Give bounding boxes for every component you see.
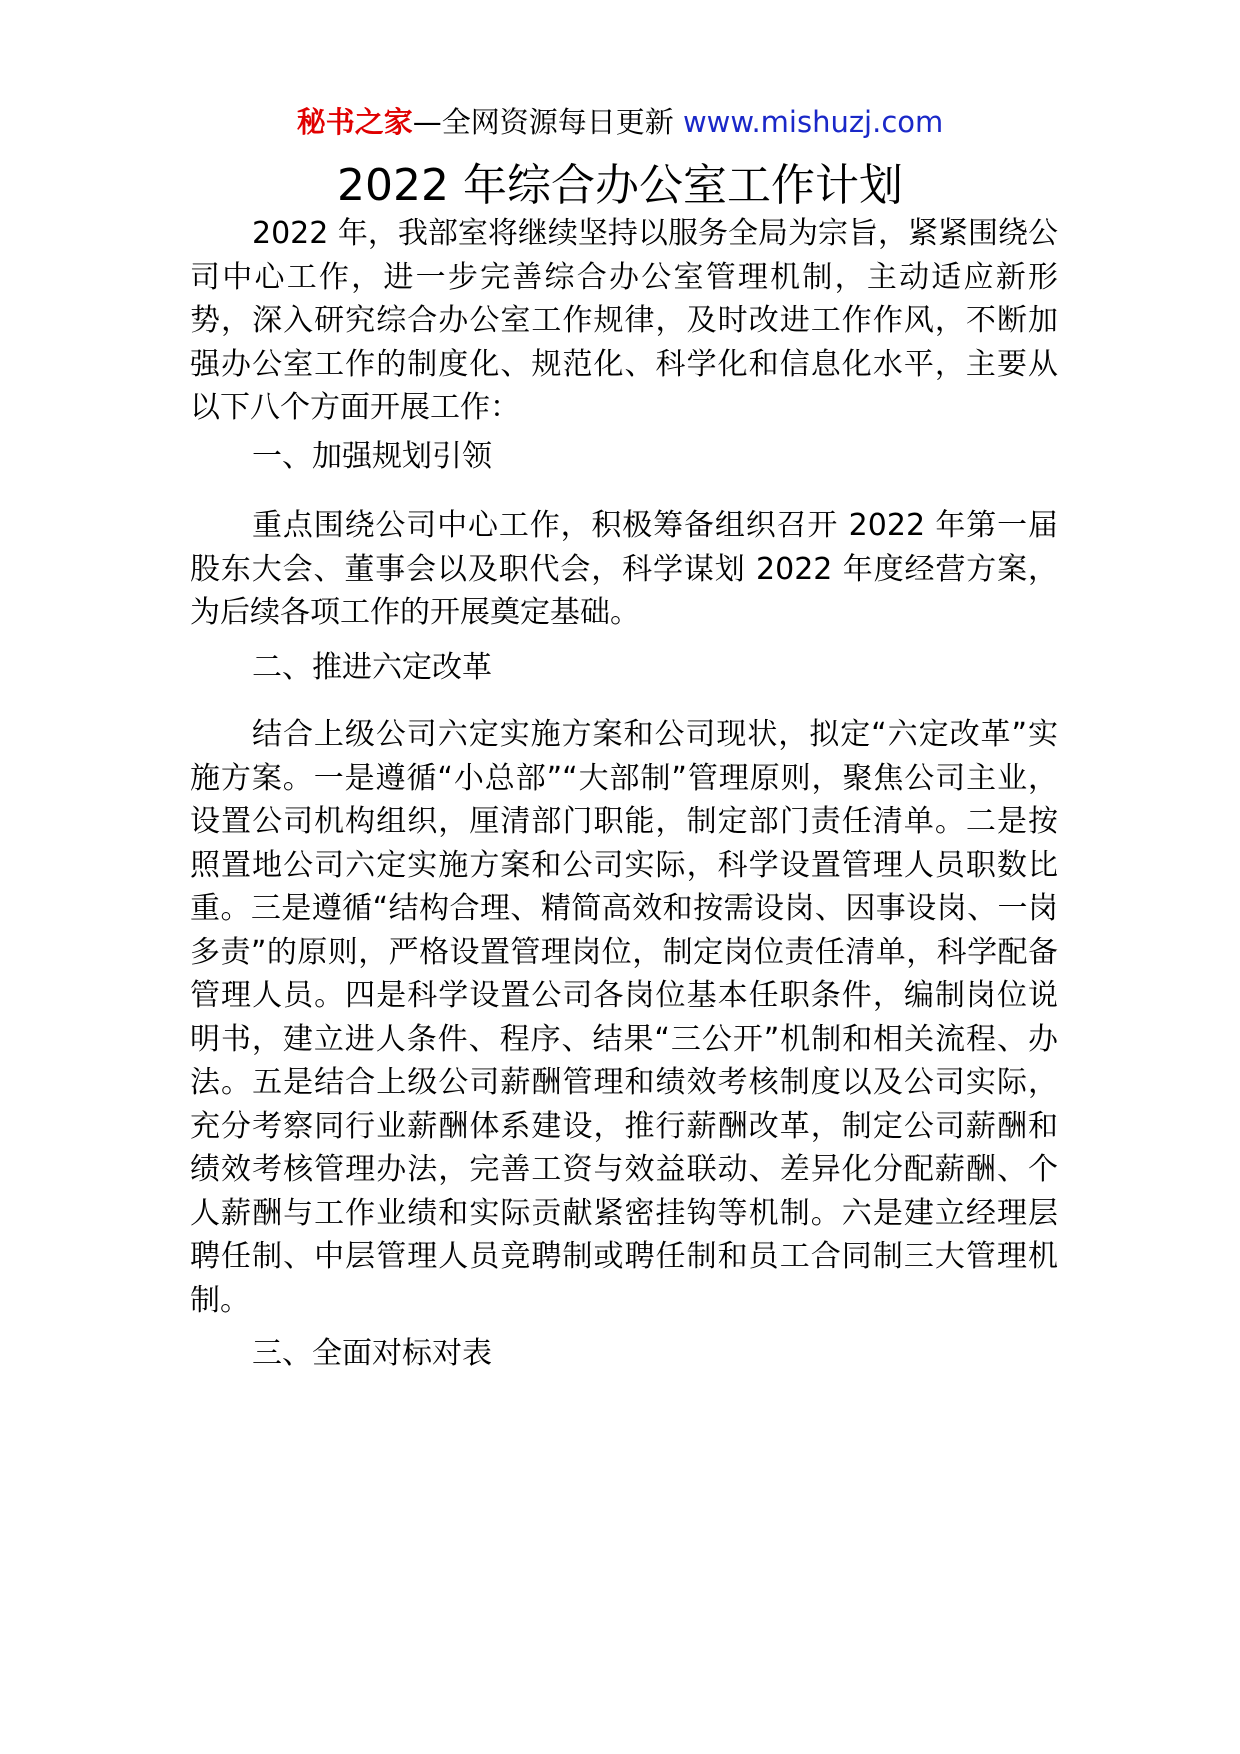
site-header [0, 102, 1240, 142]
section-2-body-block [190, 713, 1058, 1322]
section-1-body-block [190, 504, 1058, 635]
site-tagline: —全网资源每日更新 [412, 105, 674, 139]
site-brand: 秘书之家 [296, 105, 413, 139]
intro-paragraph: 2022 年，我部室将继续坚持以服务全局为宗旨，紧紧围绕公司中心工作，进一步完善综合办公室管理机制，主动适应新形势，深入研究综合办公室工作规律，及时改进工作作风，不断加强办公室工作的制度化、规范化、科学化和信息化水平，主要从以下八个方面开展工作： [190, 216, 1058, 425]
section-paragraph: 结合上级公司六定实施方案和公司现状，拟定“六定改革”实施方案。一是遵循“小总部”“大部制”管理原则，聚焦公司主业，设置公司机构组织，厘清部门职能，制定部门责任清单。二是按照置地公司六定实施方案和公司实际，科学设置管理人员职数比重。三是遵循“结构合理、精简高效和按需设岗、因事设岗、一岗多责”的原则，严格设置管理岗位，制定岗位责任清单，科学配备管理人员。四是科学设置公司各岗位基本任职条件，编制岗位说明书，建立进人条件、程序、结果“三公开”机制和相关流程、办法。五是结合上级公司薪酬管理和绩效考核制度以及公司实际，充分考察同行业薪酬体系建设，推行薪酬改革，制定公司薪酬和绩效考核管理办法，完善工资与效益联动、差异化分配薪酬、个人薪酬与工作业绩和实际贡献紧密挂钩等机制。六是建立经理层聘任制、中层管理人员竞聘制或聘任制和员工合同制三大管理机制。 [190, 717, 1058, 1318]
section-3-heading-block [190, 1332, 1058, 1376]
section-heading: 三、全面对标对表 [252, 1336, 492, 1371]
document-title: 2022 年综合办公室工作计划 [337, 160, 903, 211]
section-heading: 二、推进六定改革 [252, 650, 492, 685]
intro-paragraph-block [190, 212, 1058, 430]
section-1-heading-block [190, 435, 1058, 479]
section-paragraph: 重点围绕公司中心工作，积极筹备组织召开 2022 年第一届股东大会、董事会以及职代会，科学谋划 2022 年度经营方案，为后续各项工作的开展奠定基础。 [190, 508, 1058, 630]
site-url: www.mishuzj.com [682, 105, 944, 139]
section-heading: 一、加强规划引领 [252, 439, 492, 474]
section-2-heading-block [190, 646, 1058, 690]
